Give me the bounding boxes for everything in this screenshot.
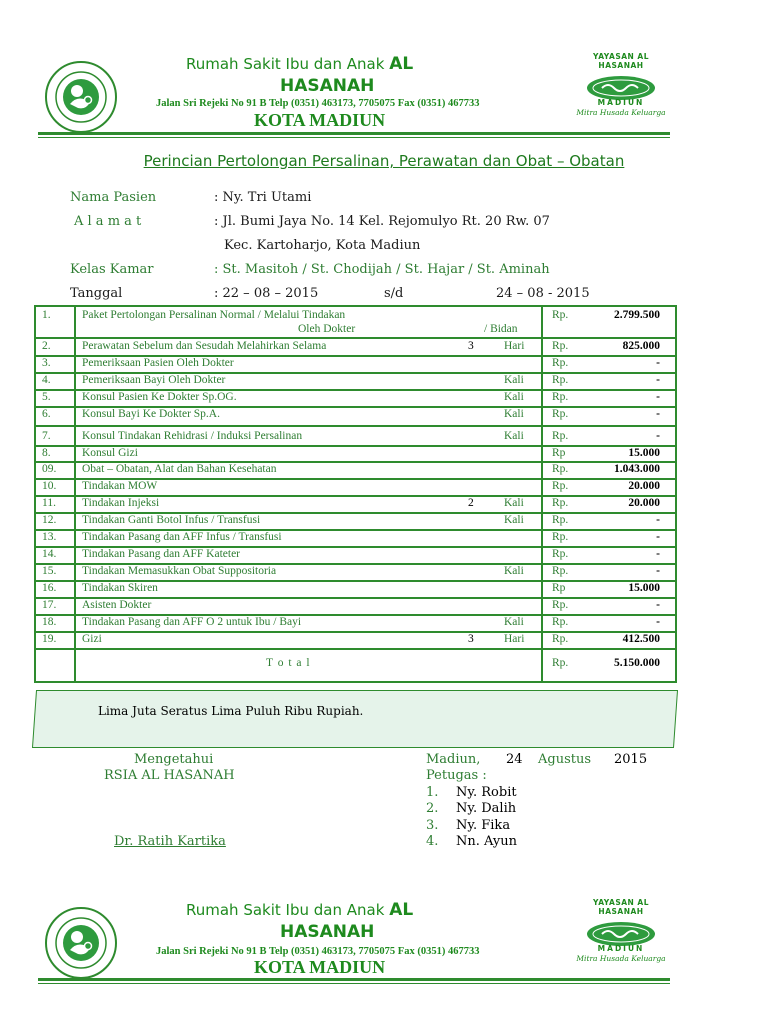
row-unit: Kali [504,408,524,420]
row-amount: 15.000 [628,582,660,594]
foundation-logo-tagline: Mitra Husada Keluarga [576,954,666,963]
row-number: 16. [42,582,57,594]
row-description: Tindakan Injeksi [82,497,160,509]
row-amount: - [656,548,660,560]
row-currency: Rp. [552,633,569,645]
staff-label: Petugas : [426,768,487,783]
row-description: Tindakan Pasang dan AFF Kateter [82,548,241,560]
staff-no: 3. [426,818,439,833]
amount-words-box [32,690,678,748]
date-to: 24 – 08 - 2015 [496,286,590,301]
row-amount: - [656,430,660,442]
hospital-name [186,900,413,920]
row-number: 12. [42,514,57,526]
row-unit: Kali [504,616,524,628]
row-quantity: 3 [468,633,474,645]
row-number: 5. [42,391,51,403]
total-label: T o t a l [266,657,311,669]
sign-month: Agustus [538,752,592,767]
row-amount: - [656,616,660,628]
row-amount: 1.043.000 [614,463,660,475]
row-currency: Rp. [552,340,569,352]
patient-name-value: : Ny. Tri Utami [214,190,312,205]
row-unit: Kali [504,430,524,442]
row-description: Tindakan Ganti Botol Infus / Transfusi [82,514,261,526]
table-row-divider [36,648,675,650]
row-amount: - [656,514,660,526]
row-amount: - [656,599,660,611]
foundation-logo-arc: YAYASAN AL HASANAH [593,52,649,70]
row-description: Paket Pertolongan Persalinan Normal / Melalui Tindakan [82,309,346,321]
room-class-label: Kelas Kamar [70,262,154,277]
foundation-logo-city: MADIUN [597,944,645,953]
approval-institution: RSIA AL HASANAH [104,768,235,783]
hospital-logo-icon [44,60,118,134]
row-number: 14. [42,548,57,560]
hospital-name-prefix: Rumah Sakit Ibu dan Anak [186,901,385,919]
sign-city: Madiun, [426,752,481,767]
hospital-address: Jalan Sri Rejeki No 91 B Telp (0351) 463173, 7705075 Fax (0351) 467733 [156,98,480,109]
date-separator: s/d [384,286,404,301]
row-currency: Rp. [552,599,569,611]
row-amount: - [656,565,660,577]
row-number: 19. [42,633,57,645]
row-number: 8. [42,447,51,459]
footer-rule-thin [38,983,670,984]
row-amount: 15.000 [628,447,660,459]
table-row-divider [36,631,675,633]
row-currency: Rp. [552,514,569,526]
header-rule-thin [38,137,670,138]
hospital-name [186,54,413,74]
approval-label: Mengetahui [134,752,214,767]
patient-address-label: A l a m a t [74,214,142,229]
hospital-name-line2: HASANAH [280,76,375,96]
row-currency: Rp. [552,480,569,492]
hospital-name-strong: AL [389,900,414,920]
row-currency: Rp. [552,463,569,475]
total-amount: 5.150.000 [614,657,660,669]
row-number: 6. [42,408,51,420]
sign-year: 2015 [614,752,648,767]
row-amount: 412.500 [622,633,660,645]
row-number: 2. [42,340,51,352]
row-amount: 2.799.500 [614,309,660,321]
hospital-address: Jalan Sri Rejeki No 91 B Telp (0351) 463173, 7705075 Fax (0351) 467733 [156,946,480,957]
row-description: Obat – Obatan, Alat dan Bahan Kesehatan [82,463,277,475]
footer-rule-thick [38,978,670,981]
row-currency: Rp. [552,374,569,386]
row-number: 17. [42,599,57,611]
approver-name: Dr. Ratih Kartika [114,834,226,849]
row-unit: Kali [504,497,524,509]
hospital-logo-icon [44,906,118,980]
document-title: Perincian Pertolongan Persalinan, Perawatan dan Obat – Obatan [143,152,625,170]
patient-address-value2: Kec. Kartoharjo, Kota Madiun [224,238,421,253]
row-currency: Rp. [552,616,569,628]
row-currency: Rp. [552,565,569,577]
hospital-name-prefix: Rumah Sakit Ibu dan Anak [186,55,385,73]
row-currency: Rp [552,582,566,594]
foundation-logo-city: MADIUN [597,98,645,107]
charges-table [34,305,677,683]
hospital-city: KOTA MADIUN [254,957,386,977]
date-from: : 22 – 08 – 2015 [214,286,319,301]
staff-no: 4. [426,834,439,849]
row-unit: Kali [504,514,524,526]
row-number: 11. [42,497,56,509]
amount-in-words: Lima Juta Seratus Lima Puluh Ribu Rupiah. [98,704,364,718]
row-currency: Rp. [552,531,569,543]
staff-no: 2. [426,801,439,816]
row-number: 18. [42,616,57,628]
row-currency: Rp. [552,548,569,560]
row-unit: Kali [504,565,524,577]
row-number: 15. [42,565,57,577]
row-description: Tindakan MOW [82,480,158,492]
hospital-name-strong: AL [389,54,414,74]
row-number: 7. [42,430,51,442]
hospital-name-line2: HASANAH [280,922,375,942]
row-number: 13. [42,531,57,543]
row-description: Konsul Bayi Ke Dokter Sp.A. [82,408,220,420]
row-description: Konsul Pasien Ke Dokter Sp.OG. [82,391,237,403]
row-number: 3. [42,357,51,369]
row-currency: Rp. [552,309,569,321]
foundation-logo-arc: YAYASAN AL HASANAH [593,898,649,916]
row-number: 1. [42,309,51,321]
room-class-value: : St. Masitoh / St. Chodijah / St. Hajar / St. Aminah [214,262,550,277]
foundation-logo-tagline: Mitra Husada Keluarga [576,108,666,117]
row-quantity: 3 [468,340,474,352]
row-currency: Rp. [552,497,569,509]
row-number: 4. [42,374,51,386]
row-amount: - [656,408,660,420]
row-unit: Kali [504,374,524,386]
staff-name: Ny. Fika [456,818,511,833]
row-amount: - [656,374,660,386]
patient-address-value: : Jl. Bumi Jaya No. 14 Kel. Rejomulyo Rt. 20 Rw. 07 [214,214,550,229]
row-amount: - [656,391,660,403]
sign-day: 24 [506,752,523,767]
table-col-divider [74,307,76,681]
row-description-cont: Oleh Dokter [298,323,356,335]
row-amount: 20.000 [628,480,660,492]
table-col-divider [541,307,543,681]
row-quantity: 2 [468,497,474,509]
row-amount: 825.000 [622,340,660,352]
row-description: Tindakan Memasukkan Obat Suppositoria [82,565,277,577]
staff-no: 1. [426,785,439,800]
total-currency: Rp. [552,657,569,669]
row-unit-cont: / Bidan [484,323,518,335]
row-currency: Rp. [552,430,569,442]
row-description: Konsul Gizi [82,447,138,459]
row-amount: - [656,357,660,369]
row-unit: Hari [504,633,525,645]
row-description: Gizi [82,633,102,645]
row-currency: Rp [552,447,566,459]
row-description: Tindakan Pasang dan AFF O 2 untuk Ibu / Bayi [82,616,302,628]
row-description: Konsul Tindakan Rehidrasi / Induksi Persalinan [82,430,303,442]
row-currency: Rp. [552,408,569,420]
row-currency: Rp. [552,391,569,403]
row-currency: Rp. [552,357,569,369]
table-row-divider [36,425,675,427]
row-description: Asisten Dokter [82,599,152,611]
staff-name: Ny. Robit [456,785,517,800]
row-amount: 20.000 [628,497,660,509]
patient-name-label: Nama Pasien [70,190,157,205]
row-description: Tindakan Pasang dan AFF Infus / Transfusi [82,531,282,543]
staff-name: Ny. Dalih [456,801,517,816]
row-unit: Kali [504,391,524,403]
row-unit: Hari [504,340,525,352]
row-description: Pemeriksaan Pasien Oleh Dokter [82,357,234,369]
staff-name: Nn. Ayun [456,834,517,849]
row-description: Tindakan Skiren [82,582,158,594]
row-number: 09. [42,463,57,475]
hospital-city: KOTA MADIUN [254,110,386,130]
date-label: Tanggal [70,286,123,301]
row-description: Perawatan Sebelum dan Sesudah Melahirkan Selama [82,340,327,352]
row-amount: - [656,531,660,543]
header-rule-thick [38,132,670,135]
row-number: 10. [42,480,57,492]
table-row-divider [36,337,675,339]
row-description: Pemeriksaan Bayi Oleh Dokter [82,374,226,386]
